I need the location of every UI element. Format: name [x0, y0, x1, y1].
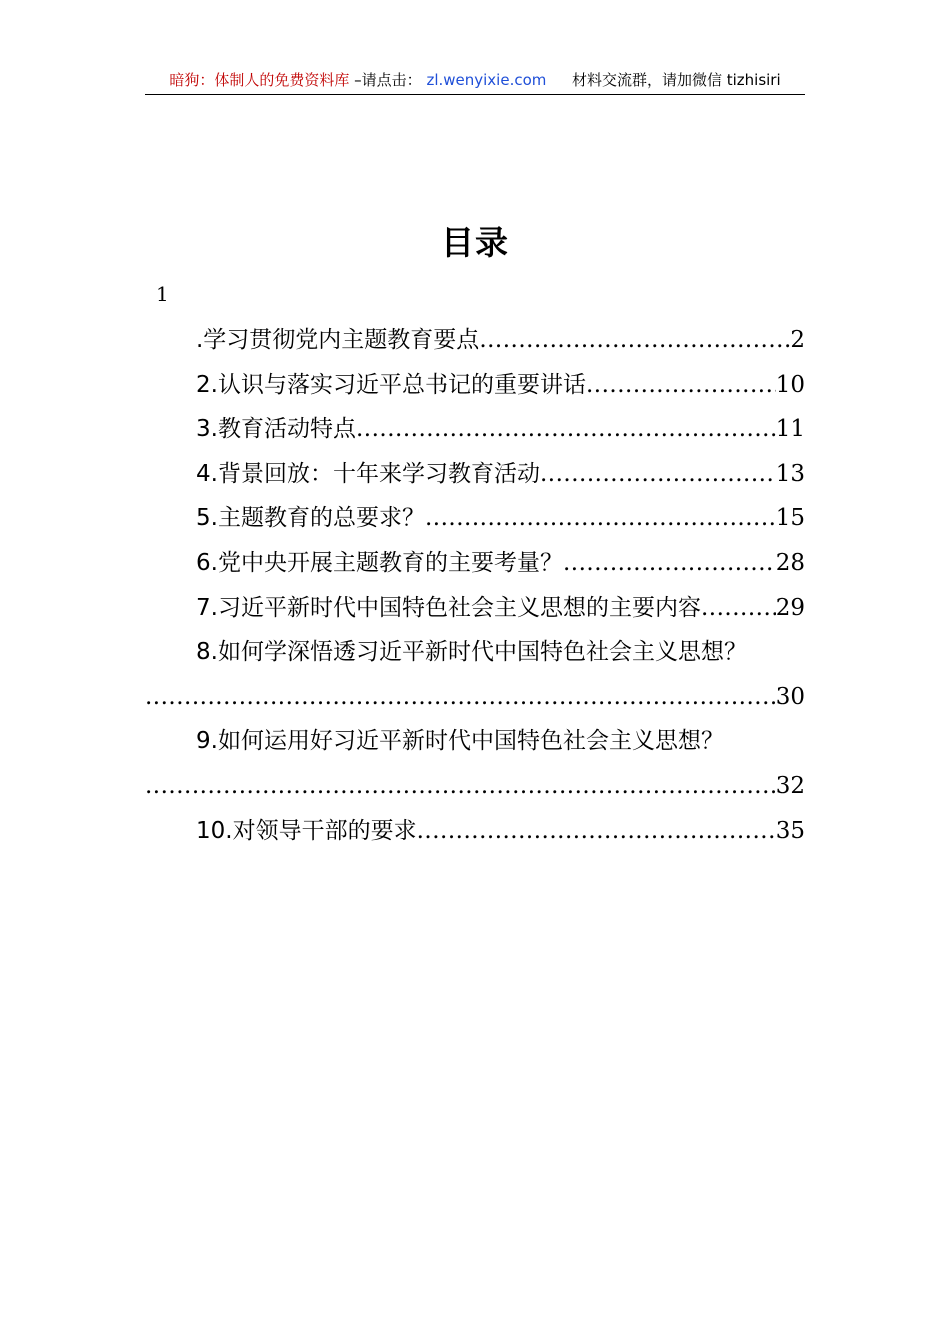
- toc-entry-label: .学习贯彻党内主题教育要点: [196, 327, 480, 353]
- toc-title: 目录: [441, 223, 509, 262]
- toc-leader-dots: [145, 764, 776, 809]
- header-group-note: 材料交流群，请加微信 tizhisiri: [571, 71, 781, 89]
- toc-entry-label: 7.习近平新时代中国特色社会主义思想的主要内容: [196, 594, 701, 621]
- toc-leader-dots: [356, 407, 776, 452]
- toc-entry-1[interactable]: [145, 318, 805, 363]
- toc-page-number: 2: [790, 327, 805, 353]
- header-click-prompt: –请点击：: [354, 71, 422, 89]
- table-of-contents: [145, 318, 805, 853]
- toc-entry-label: 3.教育活动特点: [196, 416, 356, 443]
- toc-entry-label: 5.主题教育的总要求？: [196, 505, 425, 532]
- toc-entry-8[interactable]: [145, 630, 805, 719]
- toc-page-number: 29: [775, 594, 805, 621]
- toc-leader-dots: [479, 318, 790, 363]
- toc-entry-9[interactable]: [145, 719, 805, 808]
- toc-entry-10[interactable]: [145, 809, 805, 854]
- toc-page-number: 10: [775, 371, 805, 398]
- toc-entry-7[interactable]: [145, 586, 805, 631]
- toc-entry-label: 9.如何运用好习近平新时代中国特色社会主义思想？: [196, 728, 724, 755]
- toc-leader-dots: [145, 675, 776, 720]
- toc-page-number: 32: [775, 772, 805, 799]
- toc-entry-2[interactable]: [145, 363, 805, 408]
- toc-page-number: 28: [775, 549, 805, 576]
- header-url-link[interactable]: zl.wenyixie.com: [426, 71, 547, 89]
- toc-page-number: 30: [775, 683, 805, 710]
- toc-lead-number: 1: [156, 282, 169, 306]
- toc-entry-label: 8.如何学深悟透习近平新时代中国特色社会主义思想？: [196, 639, 747, 666]
- toc-entry-label: 2.认识与落实习近平总书记的重要讲话: [196, 371, 586, 398]
- toc-leader-dots: [586, 363, 776, 408]
- toc-leader-dots: [417, 809, 776, 854]
- toc-entry-3[interactable]: [145, 407, 805, 452]
- toc-entry-label: 4.背景回放：十年来学习教育活动: [196, 460, 540, 487]
- toc-leader-dots: [701, 586, 776, 631]
- toc-page-number: 11: [775, 416, 805, 443]
- document-header: [145, 68, 805, 95]
- toc-entry-6[interactable]: [145, 541, 805, 586]
- toc-entry-label: 10.对领导干部的要求: [196, 817, 417, 844]
- toc-page-number: 13: [775, 460, 805, 487]
- toc-entry-label: 6.党中央开展主题教育的主要考量？: [196, 549, 563, 576]
- toc-leader-dots: [563, 541, 776, 586]
- toc-entry-4[interactable]: [145, 452, 805, 497]
- toc-entry-5[interactable]: [145, 496, 805, 541]
- toc-leader-dots: [540, 452, 776, 497]
- toc-page-number: 15: [775, 505, 805, 532]
- toc-page-number: 35: [775, 817, 805, 844]
- toc-leader-dots: [425, 496, 776, 541]
- toc-dot-line: [145, 675, 805, 720]
- header-brand: 暗狗：体制人的免费资料库: [169, 71, 350, 89]
- toc-dot-line: [145, 764, 805, 809]
